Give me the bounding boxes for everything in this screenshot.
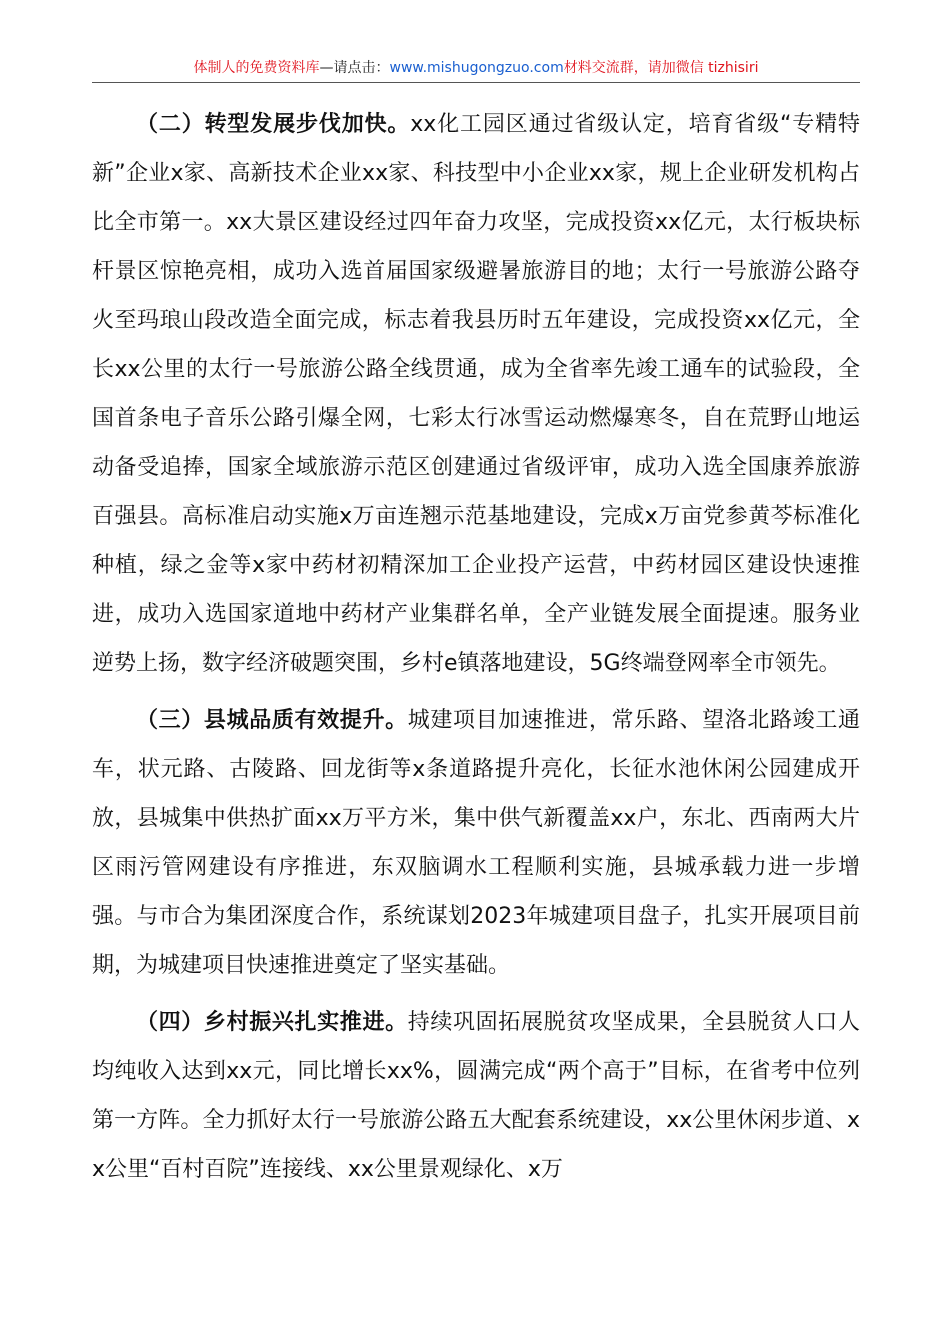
paragraph-county-town	[92, 696, 860, 990]
header-suffix: 材料交流群，请加微信 tizhisiri	[563, 60, 759, 76]
header-site-name: 体制人的免费资料库	[193, 60, 320, 76]
section-heading: （二）转型发展步伐加快。	[136, 112, 411, 137]
section-heading: （四）乡村振兴扎实推进。	[136, 1010, 408, 1035]
paragraph-rural-revitalization	[92, 998, 860, 1194]
paragraph-text: 持续巩固拓展脱贫攻坚成果，全县脱贫人口人均纯收入达到xx元，同比增长xx%，圆满完成“两个高于”目标，在省考中位列第一方阵。全力抓好太行一号旅游公路五大配套系统建设，xx公里休闲步道、xx公里“百村百院”连接线、xx公里景观绿化、x万	[92, 1010, 860, 1182]
paragraph-transformation	[92, 100, 860, 688]
document-body	[92, 100, 860, 1202]
paragraph-text: xx化工园区通过省级认定，培育省级“专精特新”企业x家、高新技术企业xx家、科技型中小企业xx家，规上企业研发机构占比全市第一。xx大景区建设经过四年奋力攻坚，完成投资xx亿元，太行板块标杆景区惊艳亮相，成功入选首届国家级避暑旅游目的地；太行一号旅游公路夺火至玛琅山段改造全面完成，标志着我县历时五年建设，完成投资xx亿元，全长xx公里的太行一号旅游公路全线贯通，成为全省率先竣工通车的试验段，全国首条电子音乐公路引爆全网，七彩太行冰雪运动燃爆寒冬，自在荒野山地运动备受追捧，国家全域旅游示范区创建通过省级评审，成功入选全国康养旅游百强县。高标准启动实施x万亩连翘示范基地建设，完成x万亩党参黄芩标准化种植，绿之金等x家中药材初精深加工企业投产运营，中药材园区建设快速推进，成功入选国家道地中药材产业集群名单，全产业链发展全面提速。服务业逆势上扬，数字经济破题突围，乡村e镇落地建设，5G终端登网率全市领先。	[92, 112, 860, 676]
header-divider	[92, 82, 860, 83]
page-header	[92, 56, 860, 80]
paragraph-text: 城建项目加速推进，常乐路、望洛北路竣工通车，状元路、古陵路、回龙街等x条道路提升亮化，长征水池休闲公园建成开放，县城集中供热扩面xx万平方米，集中供气新覆盖xx户，东北、西南两大片区雨污管网建设有序推进，东双脑调水工程顺利实施，县城承载力进一步增强。与市合为集团深度合作，系统谋划2023年城建项目盘子，扎实开展项目前期，为城建项目快速推进奠定了坚实基础。	[92, 708, 860, 978]
section-heading: （三）县城品质有效提升。	[136, 708, 408, 733]
header-prompt: —请点击：	[319, 60, 390, 76]
header-url-link[interactable]: www.mishugongzuo.com	[389, 60, 564, 76]
